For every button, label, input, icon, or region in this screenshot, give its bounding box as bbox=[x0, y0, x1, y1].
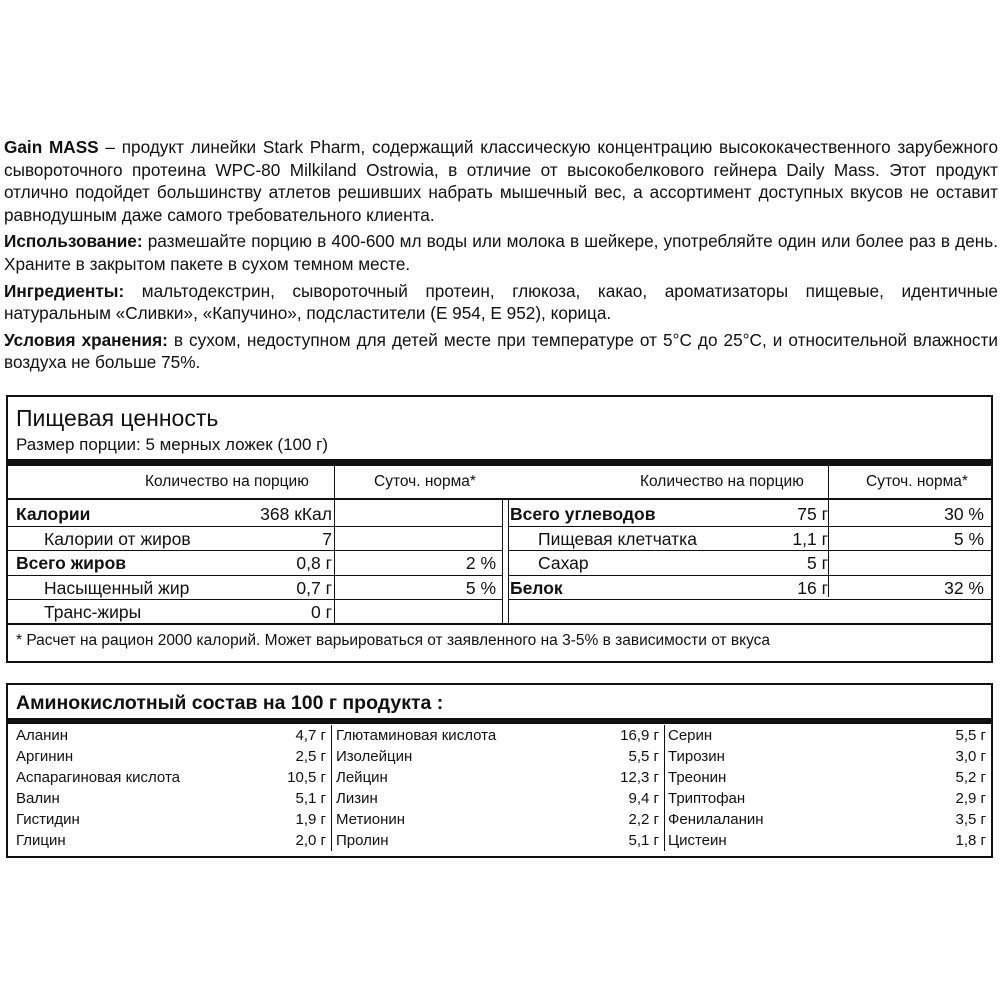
amino-row bbox=[336, 746, 659, 767]
amino-row bbox=[16, 725, 326, 746]
left-header-daily-value: Суточ. норма* bbox=[374, 473, 476, 490]
amino-value: 2,9 г bbox=[955, 790, 986, 807]
amino-row bbox=[16, 788, 326, 809]
amino-name: Пролин bbox=[336, 832, 389, 849]
right-row-rule bbox=[509, 575, 991, 576]
nutrition-facts-panel bbox=[6, 395, 993, 663]
ingredients-paragraph bbox=[4, 280, 998, 325]
nutrient-amount: 0,8 г bbox=[296, 553, 332, 574]
amino-name: Изолейцин bbox=[336, 748, 413, 765]
nutrient-daily-value: 30 % bbox=[944, 504, 984, 524]
amino-acid-panel bbox=[6, 683, 993, 858]
amino-value: 5,5 г bbox=[628, 748, 659, 765]
right-nutrient-row bbox=[510, 576, 986, 600]
left-row-rule bbox=[8, 599, 502, 600]
nutrient-daily-value: 5 % bbox=[465, 577, 496, 598]
left-row-rule bbox=[8, 575, 502, 576]
left-nutrient-row bbox=[16, 576, 496, 600]
amino-value: 10,5 г bbox=[287, 769, 326, 786]
right-nutrient-row bbox=[510, 527, 986, 551]
amino-name: Валин bbox=[16, 790, 60, 807]
right-row-rule bbox=[509, 526, 991, 527]
usage-label: Использование: bbox=[4, 231, 143, 252]
nutrient-label: Всего углеводов bbox=[510, 504, 656, 524]
amino-name: Лейцин bbox=[336, 769, 388, 786]
amino-name: Серин bbox=[668, 727, 713, 744]
amino-row bbox=[336, 788, 659, 809]
nutrient-amount: 0,7 г bbox=[296, 577, 332, 598]
amino-value: 12,3 г bbox=[620, 769, 659, 786]
nutrient-amount: 16 г bbox=[797, 577, 828, 598]
amino-name: Цистеин bbox=[668, 832, 727, 849]
nutrient-label: Белок bbox=[510, 577, 563, 598]
nutrient-label: Пищевая клетчатка bbox=[538, 528, 697, 549]
usage-text: размешайте порцию в 400-600 мл воды или молока в шейкере, употребляйте один или более раз в день. Храните в закрытом пакете в сухом темном месте. bbox=[4, 231, 998, 274]
amino-value: 5,1 г bbox=[628, 832, 659, 849]
amino-column-3 bbox=[668, 725, 986, 851]
right-row-rule bbox=[509, 599, 991, 600]
left-nutrient-row bbox=[16, 600, 496, 624]
nutrient-amount: 1,1 г bbox=[792, 528, 828, 549]
amino-name: Тирозин bbox=[668, 748, 725, 765]
amino-row bbox=[336, 767, 659, 788]
nutrient-amount: 368 кКал bbox=[260, 504, 332, 524]
storage-label: Условия хранения: bbox=[4, 329, 168, 350]
ingredients-text: мальтодекстрин, сывороточный протеин, глюкоза, какао, ароматизаторы пищевые, идентичные натуральным «Сливки», «Капучино», подсластители (Е 954, Е 952), корица. bbox=[4, 280, 998, 324]
amino-column-2 bbox=[336, 725, 659, 851]
amino-value: 3,0 г bbox=[955, 748, 986, 765]
product-description bbox=[4, 136, 998, 378]
amino-row bbox=[336, 725, 659, 746]
nutrition-header-rule bbox=[8, 498, 991, 500]
amino-value: 2,2 г bbox=[628, 811, 659, 828]
storage-text: в сухом, недоступном для детей месте при температуре от 5°С до 25°С, и относительной влажности воздуха не больше 75%. bbox=[4, 329, 998, 373]
amino-row bbox=[668, 830, 986, 851]
amino-name: Метионин bbox=[336, 811, 406, 828]
nutrient-daily-value: 32 % bbox=[944, 577, 984, 598]
nutrition-divider-thick bbox=[8, 459, 991, 466]
right-header-amount: Количество на порцию bbox=[640, 473, 804, 490]
intro-paragraph bbox=[4, 136, 998, 226]
nutrient-label: Калории bbox=[16, 504, 91, 524]
left-row-rule bbox=[8, 550, 502, 551]
amino-name: Аспарагиновая кислота bbox=[16, 769, 180, 786]
amino-row bbox=[336, 809, 659, 830]
nutrient-amount: 75 г bbox=[797, 504, 828, 524]
right-header-daily-value: Суточ. норма* bbox=[866, 473, 968, 490]
nutrient-label: Всего жиров bbox=[16, 553, 127, 574]
right-nutrient-row bbox=[510, 551, 986, 575]
ingredients-label: Ингредиенты: bbox=[4, 280, 125, 301]
amino-value: 2,0 г bbox=[295, 832, 326, 849]
amino-name: Аланин bbox=[16, 727, 69, 744]
nutrient-daily-value: 2 % bbox=[465, 553, 496, 574]
amino-title: Аминокислотный состав на 100 г продукта : bbox=[16, 692, 444, 714]
amino-value: 3,5 г bbox=[955, 811, 986, 828]
amino-row bbox=[668, 809, 986, 830]
amino-row bbox=[16, 746, 326, 767]
amino-row bbox=[16, 830, 326, 851]
left-nutrient-row bbox=[16, 502, 496, 526]
amino-row bbox=[668, 767, 986, 788]
amino-value: 1,8 г bbox=[955, 832, 986, 849]
nutrient-amount: 7 bbox=[322, 528, 332, 549]
nutrient-label: Насыщенный жир bbox=[44, 577, 190, 598]
amino-value: 2,5 г bbox=[295, 748, 326, 765]
amino-name: Гистидин bbox=[16, 811, 80, 828]
left-header-amount: Количество на порцию bbox=[145, 473, 309, 490]
amino-value: 4,7 г bbox=[295, 727, 326, 744]
nutrient-label: Транс-жиры bbox=[44, 602, 142, 623]
amino-row bbox=[668, 788, 986, 809]
amino-name: Фенилаланин bbox=[668, 811, 764, 828]
amino-row bbox=[668, 725, 986, 746]
nutrition-footnote: * Расчет на рацион 2000 калорий. Может варьироваться от заявленного на 3-5% в зависимости от вкуса bbox=[16, 632, 771, 649]
amino-name: Глицин bbox=[16, 832, 66, 849]
amino-value: 1,9 г bbox=[295, 811, 326, 828]
nutrient-amount: 5 г bbox=[807, 553, 828, 574]
amino-divider-thick bbox=[8, 718, 991, 724]
amino-value: 9,4 г bbox=[628, 790, 659, 807]
usage-paragraph bbox=[4, 230, 998, 275]
amino-row bbox=[336, 830, 659, 851]
storage-paragraph bbox=[4, 329, 998, 374]
amino-value: 5,2 г bbox=[955, 769, 986, 786]
left-nutrient-row bbox=[16, 551, 496, 575]
amino-name: Лизин bbox=[336, 790, 378, 807]
amino-row bbox=[668, 746, 986, 767]
amino-value: 16,9 г bbox=[620, 727, 659, 744]
nutrient-daily-value: 5 % bbox=[953, 528, 984, 549]
amino-value: 5,5 г bbox=[955, 727, 986, 744]
nutrition-column-divider bbox=[502, 500, 509, 624]
amino-column-separator bbox=[664, 725, 665, 851]
left-row-rule bbox=[8, 526, 502, 527]
amino-name: Аргинин bbox=[16, 748, 74, 765]
nutrient-label: Сахар bbox=[538, 553, 589, 574]
amino-column-1 bbox=[16, 725, 326, 851]
right-nutrient-row bbox=[510, 502, 986, 526]
amino-value: 5,1 г bbox=[295, 790, 326, 807]
intro-text: – продукт линейки Stark Pharm, содержащий классическую концентрацию высококачественного зарубежного сывороточного протеина WPC-80 Milkiland Ostrowia, в отличие от высокобелкового гейнера Daily Mass. Этот продукт отлично подойдет большинству атлетов решивших набрать мышечный вес, а ассортимент доступных вкусов не оставит равнодушным даже самого требовательного клиента. bbox=[4, 137, 999, 225]
nutrient-label: Калории от жиров bbox=[44, 528, 191, 549]
serving-size: Размер порции: 5 мерных ложек (100 г) bbox=[16, 435, 329, 454]
nutrient-amount: 0 г bbox=[311, 602, 332, 623]
nutrition-title: Пищевая ценность bbox=[16, 405, 219, 431]
amino-row bbox=[16, 767, 326, 788]
right-row-rule bbox=[509, 550, 991, 551]
product-name: Gain MASS bbox=[4, 137, 99, 157]
nutrition-footer-rule bbox=[8, 623, 991, 625]
amino-name: Триптофан bbox=[668, 790, 746, 807]
amino-name: Треонин bbox=[668, 769, 727, 786]
left-nutrient-row bbox=[16, 527, 496, 551]
amino-column-separator bbox=[331, 725, 332, 851]
amino-row bbox=[16, 809, 326, 830]
amino-name: Глютаминовая кислота bbox=[336, 727, 497, 744]
